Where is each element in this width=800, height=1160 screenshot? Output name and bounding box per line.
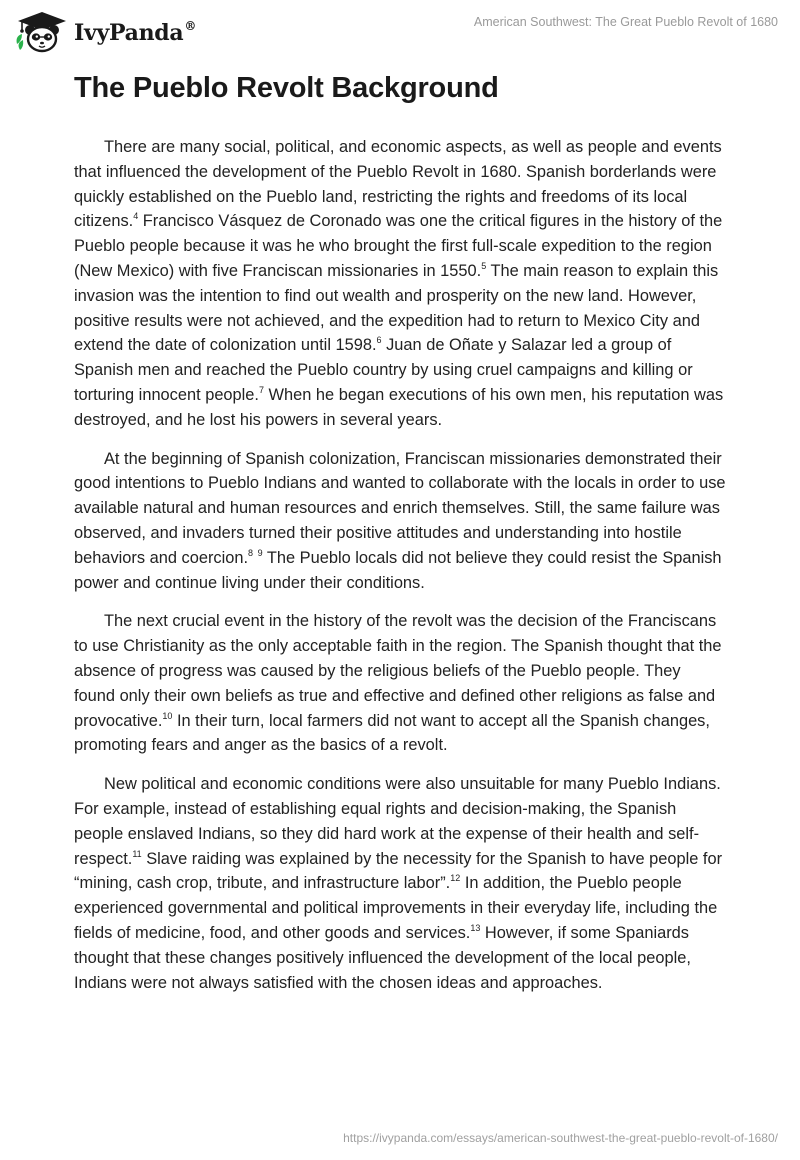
footnote-reference[interactable]: 4 <box>133 211 139 222</box>
article-paragraph <box>74 135 726 433</box>
paragraph-text: The main reason to explain this invasion was the intention to find out wealth and prosperity on the new land. However, positive results were not achieved, and the expedition had to return to Mexico City and extend the date of colonization until 1598. <box>74 261 719 355</box>
paragraph-text: Francisco Vásquez de Coronado was one the critical figures in the history of the Pueblo people because it was he who brought the first full-scale expedition to the region (New Mexico) with five Franciscan missionaries in 1550. <box>74 212 723 280</box>
paragraph-text: The Pueblo locals did not believe they could resist the Spanish power and continue living under their conditions. <box>74 548 722 592</box>
footnote-reference[interactable]: 10 <box>162 710 173 721</box>
page-header <box>0 0 800 60</box>
section-heading: The Pueblo Revolt Background <box>74 72 499 104</box>
footnote-reference[interactable]: 5 <box>481 260 487 271</box>
paragraph-text: In their turn, local farmers did not want to accept all the Spanish changes, promoting fears and anger as the basics of a revolt. <box>74 711 710 755</box>
paragraph-text: However, if some Spaniards thought that these changes positively influenced the development of the local people, Indians were not always satisfied with the chosen ideas and approaches. <box>74 923 691 992</box>
panda-logo-icon <box>14 10 70 54</box>
article-body <box>74 135 726 1009</box>
paragraph-text: When he began executions of his own men, his reputation was destroyed, and he lost his powers in several years. <box>74 385 724 429</box>
paragraph-text: New political and economic conditions were also unsuitable for many Pueblo Indians. For example, instead of establishing equal rights and decision-making, the Spanish people enslaved Indians, so they did hard work at the expense of their health and self-respect. <box>74 775 721 868</box>
footnote-reference[interactable]: 8 <box>248 547 254 558</box>
paragraph-text: The next crucial event in the history of the revolt was the decision of the Franciscans to use Christianity as the only acceptable faith in the region. The Spanish thought that the absence of progress was caused by the religious beliefs of the Pueblo people. They found only their own beliefs as true and effective and defined other religions as false and provocative. <box>74 612 722 730</box>
brand-logo[interactable] <box>14 10 196 54</box>
brand-text: IvyPanda <box>74 19 184 46</box>
source-url[interactable]: https://ivypanda.com/essays/american-southwest-the-great-pueblo-revolt-of-1680/ <box>343 1131 778 1145</box>
brand-name <box>74 19 196 46</box>
footnote-reference[interactable]: 12 <box>450 873 461 884</box>
document-title: American Southwest: The Great Pueblo Revolt of 1680 <box>473 15 778 29</box>
article-paragraph <box>74 772 726 995</box>
footnote-reference[interactable]: 7 <box>258 384 264 395</box>
article-paragraph <box>74 609 726 758</box>
footnote-reference[interactable]: 11 <box>132 848 142 859</box>
paragraph-text: Slave raiding was explained by the necessity for the Spanish to have people for “mining, cash crop, tribute, and infrastructure labor”. <box>74 849 723 893</box>
paragraph-text: At the beginning of Spanish colonization, Franciscan missionaries demonstrated their good intentions to Pueblo Indians and wanted to collaborate with the locals in order to use available natural and human resources and enrich themselves. Still, the same failure was observed, and invaders turned their positive attitudes and understanding into hostile behaviors and coercion. <box>74 449 726 567</box>
footnote-reference[interactable]: 6 <box>376 335 382 346</box>
registered-mark: ® <box>184 18 197 33</box>
paragraph-text: Juan de Oñate y Salazar led a group of Spanish men and reached the Pueblo country by using cruel campaigns and killing or torturing innocent people. <box>74 336 693 404</box>
paragraph-text: There are many social, political, and economic aspects, as well as people and events that influenced the development of the Pueblo Revolt in 1680. Spanish borderlands were quickly established on the Pueblo land, restricting the rights and freedoms of its local citizens. <box>74 138 722 231</box>
article-paragraph <box>74 447 726 596</box>
footnote-reference[interactable]: 9 <box>257 547 263 558</box>
footnote-reference[interactable]: 13 <box>470 922 481 933</box>
paragraph-text: In addition, the Pueblo people experienced governmental and political improvements in their everyday life, including the fields of medicine, food, and other goods and services. <box>74 874 718 942</box>
